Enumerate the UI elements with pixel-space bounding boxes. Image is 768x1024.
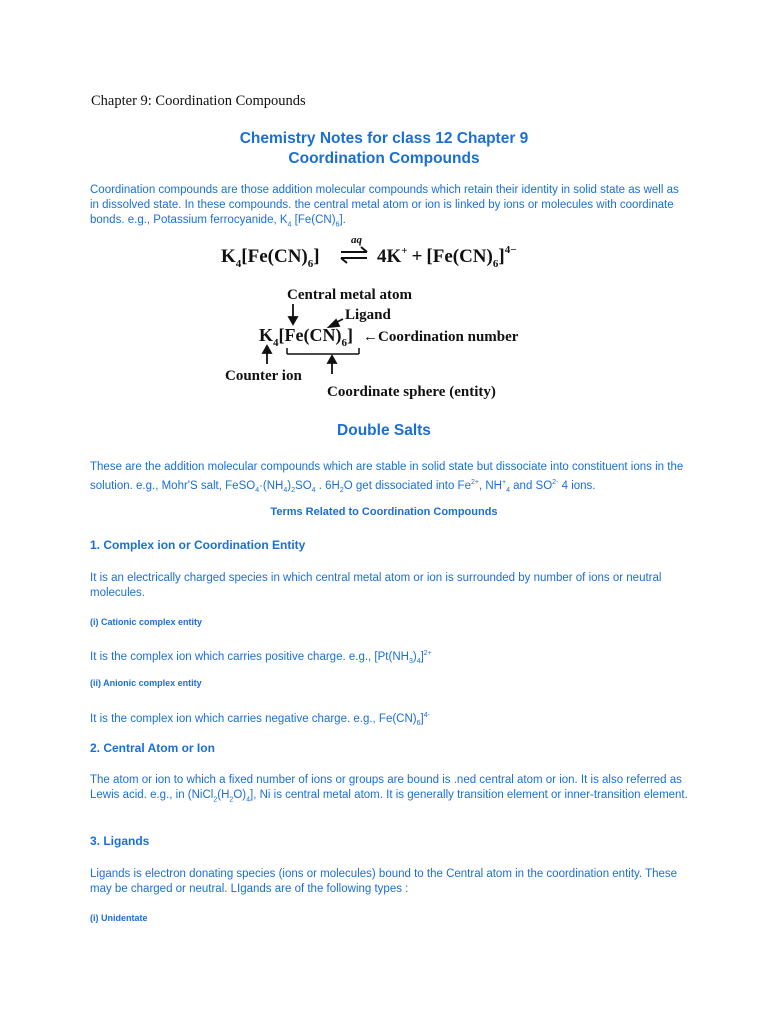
subheading-unidentate: (i) Unidentate	[90, 913, 148, 923]
subheading-cationic: (i) Cationic complex entity	[90, 617, 203, 627]
coordination-compound-diagram	[215, 228, 555, 406]
arrow-central-icon	[289, 304, 297, 324]
document-title-line-2: Coordination Compounds	[288, 150, 480, 167]
page-header: Chapter 9: Coordination Compounds	[91, 93, 306, 109]
sphere-bracket-icon	[287, 348, 359, 354]
svg-text:4K++[Fe(CN)6]4−: $4K^+ + [Fe(CN)_6]^{4-}$	[377, 244, 517, 270]
eq-right-k: 4K	[377, 246, 402, 267]
document-title-line-1: Chemistry Notes for class 12 Chapter 9	[239, 130, 529, 147]
terms-heading: Terms Related to Coordination Compounds	[270, 506, 498, 518]
section-heading-ligands: 3. Ligands	[90, 834, 150, 848]
section-heading-complex-ion: 1. Complex ion or Coordination Entity	[90, 538, 306, 552]
arrow-counter-icon	[263, 346, 271, 364]
subheading-anionic: (ii) Anionic complex entity	[90, 678, 202, 688]
label-coordinate-sphere: Coordinate sphere (entity)	[327, 384, 496, 400]
label-coordination-number: ←Coordination number	[363, 329, 519, 345]
labeled-formula: $K_4[Fe(CN)_6]$	[259, 325, 353, 349]
complex-ion-paragraph: It is an electrically charged species in which central metal atom or ion is surrounded by number of ions or neutral molecules.	[90, 572, 662, 599]
label-counter-ion: Counter ion	[225, 368, 302, 384]
intro-paragraph: Coordination compounds are those addition molecular compounds which retain their identity in solid state as well as in dissolved state. In these compounds. the central metal atom or ion is linked by ions or molecules with coordinate bonds. e.g., Potassium ferrocyanide, $K_4$ $[Fe(CN)_6]$.	[90, 184, 679, 229]
label-ligand: Ligand	[345, 307, 391, 323]
ligands-paragraph: Ligands is electron donating species (ions or molecules) bound to the Central atom in the coordination entity. These may be charged or neutral. LIgands are of the following types :	[90, 868, 678, 895]
cationic-paragraph: It is the complex ion which carries positive charge. e.g., $[Pt(NH_3)_4]^{2+}$	[90, 650, 432, 666]
eq-arrow-label: aq	[351, 234, 362, 246]
double-salts-paragraph: These are the addition molecular compounds which are stable in solid state but dissociate into constituent ions in the solution. e.g., Mohr'S salt, $FeSO_4\cdot(NH_4)_2SO_4$ . $6H_2O$ get dissociated into $Fe^{2+}$, $NH^+_4$ and $SO^{2-}$ 4 ions.	[90, 461, 684, 495]
svg-text:K4[Fe(CN)6]: $K_4[Fe(CN)_6]$	[221, 246, 320, 270]
label-central-metal-atom: Central metal atom	[287, 287, 412, 303]
equilibrium-arrow-icon	[341, 247, 367, 263]
section-heading-central-atom: 2. Central Atom or Ion	[90, 741, 215, 755]
central-atom-paragraph: The atom or ion to which a fixed number of ions or groups are bound is .ned central atom or ion. It is also referred as Lewis acid. e.g., in $(NiCl_2(H_2O)_4]$, Ni is central metal atom. It is generally transition element or inner-transition element.	[90, 774, 688, 804]
arrow-sphere-icon	[328, 356, 336, 374]
eq-left: K	[221, 246, 236, 267]
anionic-paragraph: It is the complex ion which carries negative charge. e.g., $Fe(CN)_6]^{4-}$	[90, 712, 430, 728]
section-heading-double-salts: Double Salts	[337, 422, 431, 439]
